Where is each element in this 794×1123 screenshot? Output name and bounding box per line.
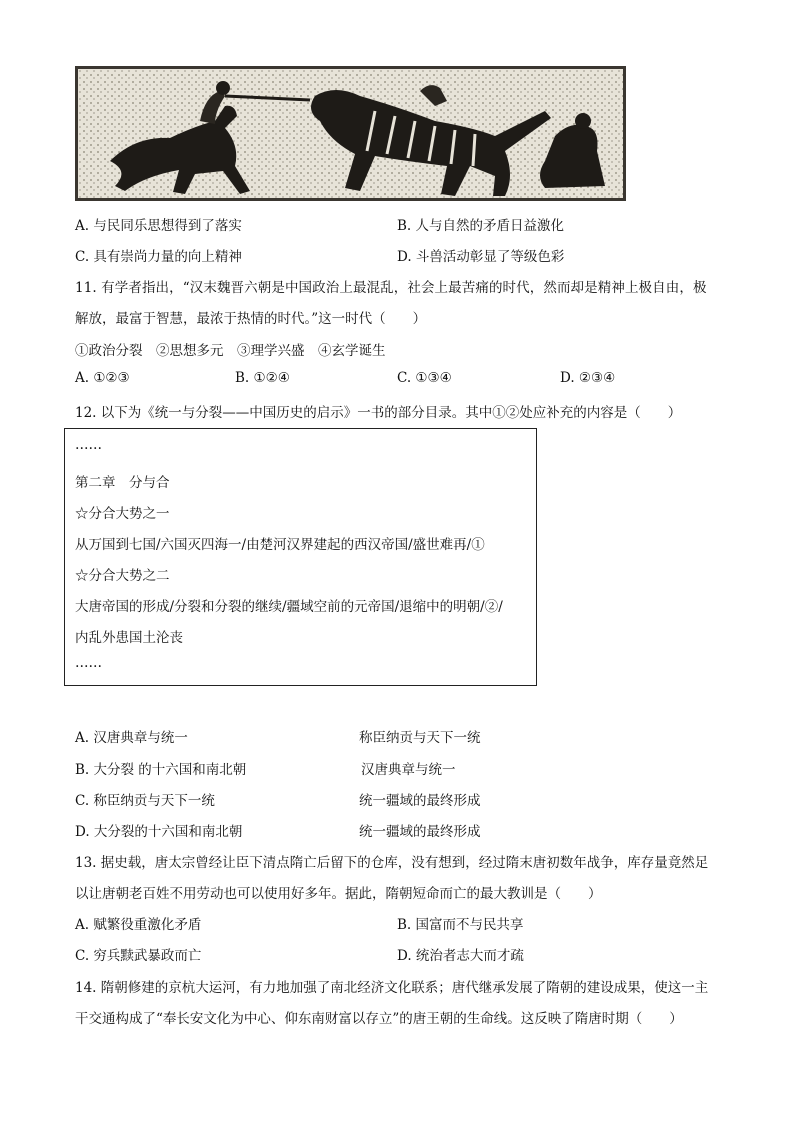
q13-option-c: C. 穷兵黩武暴政而亡 <box>75 948 202 964</box>
q12-option-b-part1: B. 大分裂 的十六国和南北朝 <box>75 762 247 778</box>
q12-option-a-part1: A. 汉唐典章与统一 <box>75 730 188 746</box>
q11-option-c: C. ①③④ <box>397 370 452 386</box>
toc-chapter-title: 第二章 分与合 <box>75 475 170 491</box>
q13-option-a: A. 赋繁役重激化矛盾 <box>75 917 202 933</box>
q14-stem-line1: 14. 隋朝修建的京杭大运河，有力地加强了南北经济文化联系；唐代继承发展了隋朝的建设成果，使这一主 <box>75 980 709 996</box>
toc-line-2: 大唐帝国的形成/分裂和分裂的继续/疆域空前的元帝国/退缩中的明朝/②/ <box>75 599 503 615</box>
q12-option-b-part2: 汉唐典章与统一 <box>361 762 456 778</box>
q10-option-d: D. 斗兽活动彰显了等级色彩 <box>397 249 565 265</box>
q10-option-a: A. 与民同乐思想得到了落实 <box>75 218 242 234</box>
toc-trend-2: ☆分合大势之二 <box>75 568 170 584</box>
q11-items: ①政治分裂 ②思想多元 ③理学兴盛 ④玄学诞生 <box>75 343 386 359</box>
q12-option-d-part2: 统一疆域的最终形成 <box>359 824 481 840</box>
q12-option-a-part2: 称臣纳贡与天下一统 <box>359 730 481 746</box>
q10-option-c: C. 具有崇尚力量的向上精神 <box>75 249 242 265</box>
toc-line-3: 内乱外患国土沦丧 <box>75 630 183 646</box>
q13-option-b: B. 国富而不与民共享 <box>397 917 524 933</box>
table-of-contents-box <box>64 428 537 686</box>
q11-option-b: B. ①②④ <box>235 370 290 386</box>
q14-stem-line2: 干交通构成了“奉长安文化为中心、仰东南财富以存立”的唐王朝的生命线。这反映了隋唐时期（ ） <box>75 1011 683 1027</box>
han-relief-image <box>75 66 626 201</box>
q12-option-d-part1: D. 大分裂的十六国和南北朝 <box>75 824 243 840</box>
relief-illustration <box>75 66 626 201</box>
q10-option-b: B. 人与自然的矛盾日益激化 <box>397 218 565 234</box>
toc-trend-1: ☆分合大势之一 <box>75 506 170 522</box>
q12-option-c-part2: 统一疆域的最终形成 <box>359 793 481 809</box>
q12-option-c-part1: C. 称臣纳贡与天下一统 <box>75 793 215 809</box>
q13-stem-line1: 13. 据史载，唐太宗曾经让臣下清点隋亡后留下的仓库，没有想到，经过隋末唐初数年战争，库存量竟然足 <box>75 855 709 871</box>
toc-line-1: 从万国到七国/六国灭四海一/由楚河汉界建起的西汉帝国/盛世难再/① <box>75 537 485 553</box>
q13-stem-line2: 以让唐朝老百姓不用劳动也可以使用好多年。据此，隋朝短命而亡的最大教训是（ ） <box>75 886 602 902</box>
toc-ellipsis-top: …… <box>75 437 102 453</box>
q11-stem-line2: 解放，最富于智慧，最浓于热情的时代。”这一时代（ ） <box>75 311 427 327</box>
q11-option-a: A. ①②③ <box>75 370 130 386</box>
toc-ellipsis-bottom: …… <box>75 655 102 671</box>
q11-stem-line1: 11. 有学者指出，“汉末魏晋六朝是中国政治上最混乱，社会上最苦痛的时代，然而却是精神上极自由，极 <box>75 280 707 296</box>
q13-option-d: D. 统治者志大而才疏 <box>397 948 524 964</box>
q11-option-d: D. ②③④ <box>560 370 616 386</box>
q12-stem: 12. 以下为《统一与分裂——中国历史的启示》一书的部分目录。其中①②处应补充的内容是（ ） <box>75 405 682 421</box>
